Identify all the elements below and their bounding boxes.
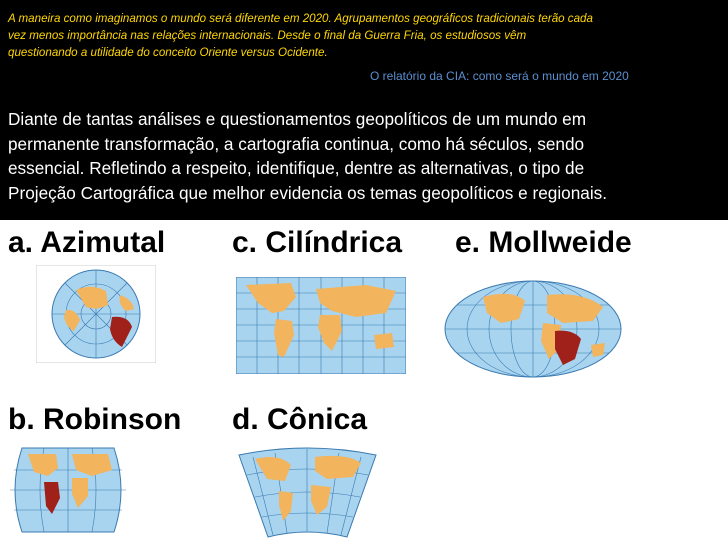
question-line: Projeção Cartográfica que melhor evidencia os temas geopolíticos e regionais. bbox=[8, 182, 608, 203]
header-panel bbox=[0, 0, 728, 220]
azimuthal-projection-map bbox=[36, 265, 156, 363]
question-line: Diante de tantas análises e questionamentos geopolíticos de um mundo em bbox=[8, 109, 587, 129]
option-a-label[interactable]: a. Azimutal bbox=[8, 226, 166, 259]
option-c-label[interactable]: c. Cilíndrica bbox=[232, 226, 403, 259]
quote-text bbox=[8, 10, 724, 61]
option-e-label[interactable]: e. Mollweide bbox=[455, 226, 632, 259]
option-d-label[interactable]: d. Cônica bbox=[232, 403, 368, 436]
question-line: permanente transformação, a cartografia continua, como há séculos, sendo bbox=[8, 133, 585, 154]
quote-source: O relatório da CIA: como será o mundo em 2020 bbox=[370, 69, 629, 83]
option-b-label[interactable]: b. Robinson bbox=[8, 403, 182, 436]
robinson-projection-map bbox=[8, 442, 128, 538]
conic-projection-map bbox=[235, 445, 380, 540]
quote-line: A maneira como imaginamos o mundo será diferente em 2020. Agrupamentos geográficos tradicionais terão cada bbox=[8, 12, 593, 25]
question-text bbox=[8, 107, 724, 205]
quote-line: questionando a utilidade do conceito Oriente versus Ocidente. bbox=[8, 46, 328, 59]
quote-line: vez menos importância nas relações internacionais. Desde o final da Guerra Fria, os estudiosos vêm bbox=[8, 29, 527, 42]
cylindrical-projection-map bbox=[236, 277, 406, 374]
mollweide-projection-map bbox=[443, 279, 623, 379]
question-line: essencial. Refletindo a respeito, identifique, dentre as alternativas, o tipo de bbox=[8, 158, 585, 178]
